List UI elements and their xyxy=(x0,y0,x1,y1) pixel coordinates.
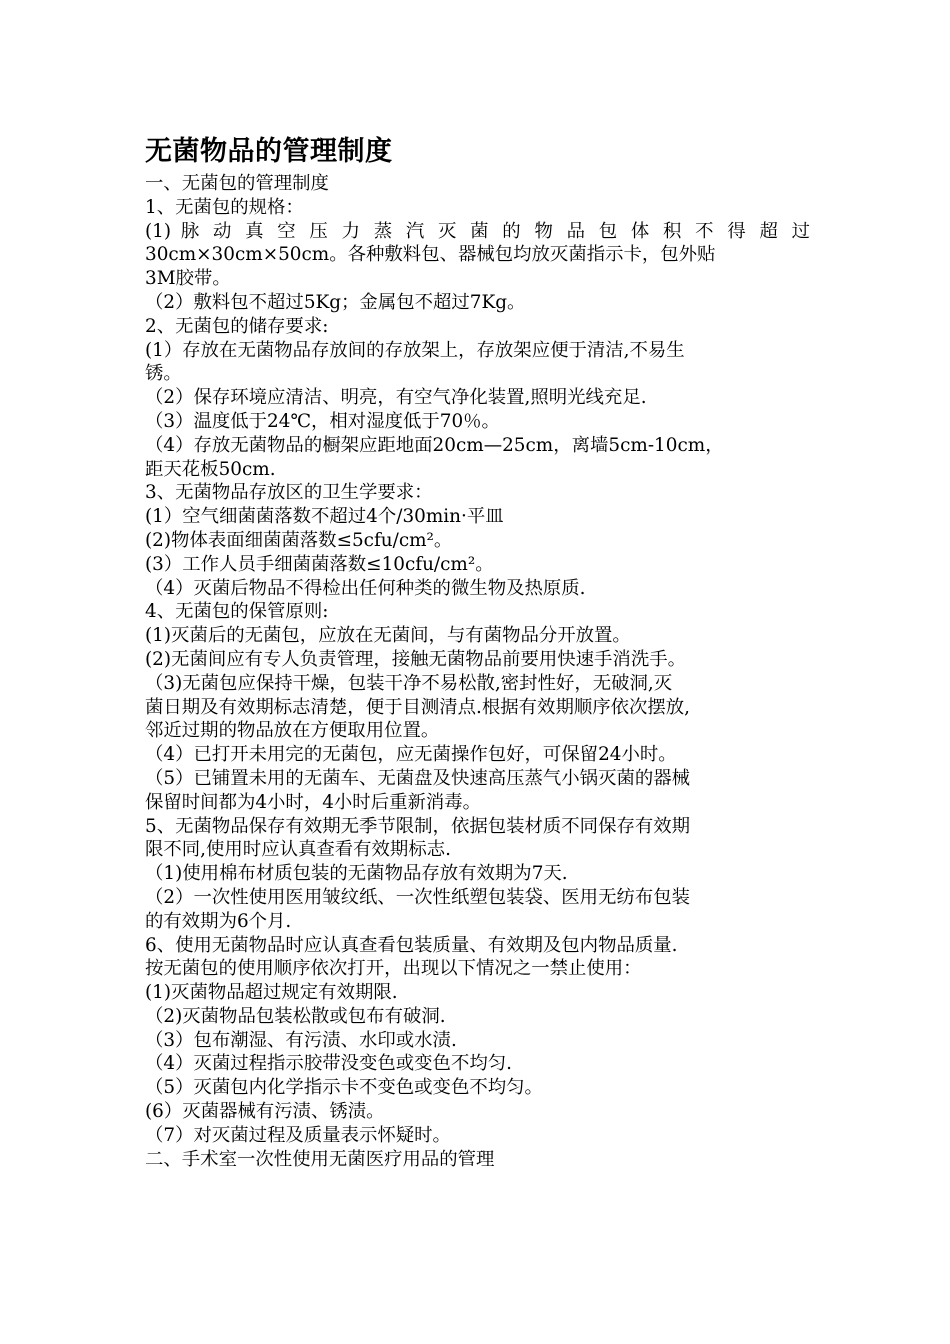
paragraph-line: （3）包布潮湿、有污渍、水印或水渍. xyxy=(145,1029,457,1051)
subsection-heading: 6、使用无菌物品时应认真查看包装质量、有效期及包内物品质量. xyxy=(145,934,678,956)
paragraph-line: （4）存放无菌物品的橱架应距地面20cm—25cm，离墙5cm-10cm， xyxy=(145,434,724,456)
paragraph-line: （3）温度低于24℃，相对湿度低于70％。 xyxy=(145,410,500,432)
document-body xyxy=(145,172,810,1171)
subsection-heading: 5、无菌物品保存有效期无季节限制，依据包装材质不同保存有效期 xyxy=(145,815,691,837)
paragraph-line: 的有效期为6个月. xyxy=(145,910,292,932)
paragraph-line: （4）灭菌后物品不得检出任何种类的微生物及热原质. xyxy=(145,577,586,599)
paragraph-line: 距天花板50cm. xyxy=(145,458,276,480)
paragraph-line: （2）一次性使用医用皱纹纸、一次性纸塑包装袋、医用无纺布包装 xyxy=(145,886,691,908)
subsection-heading: 3、无菌物品存放区的卫生学要求： xyxy=(145,482,433,504)
paragraph-line: (1）存放在无菌物品存放间的存放架上，存放架应便于清洁,不易生 xyxy=(145,339,685,361)
paragraph-line: 锈。 xyxy=(145,363,182,385)
subsection-heading: 2、无菌包的储存要求: xyxy=(145,315,329,337)
paragraph-line: （2）敷料包不超过5Kg；金属包不超过7Kg。 xyxy=(145,291,526,313)
paragraph-line: （7）对灭菌过程及质量表示怀疑时。 xyxy=(145,1124,451,1146)
paragraph-line: 限不同,使用时应认真查看有效期标志. xyxy=(145,839,451,861)
paragraph-line: 按无菌包的使用顺序依次打开，出现以下情况之一禁止使用： xyxy=(145,958,642,980)
paragraph-line: （2)灭菌物品包装松散或包布有破洞. xyxy=(145,1005,446,1027)
paragraph-line: 邻近过期的物品放在方便取用位置。 xyxy=(145,720,440,742)
paragraph-line: （3)无菌包应保持干燥，包装干净不易松散,密封性好，无破洞,灭 xyxy=(145,672,673,694)
paragraph-line: (2)物体表面细菌菌落数≤5cfu/cm²。 xyxy=(145,529,453,551)
paragraph-line: (1)灭菌物品超过规定有效期限. xyxy=(145,982,398,1004)
section-heading: 二、手术室一次性使用无菌医疗用品的管理 xyxy=(145,1148,495,1170)
paragraph-line: （2）保存环境应清洁、明亮，有空气净化装置,照明光线充足. xyxy=(145,387,647,409)
paragraph-line: (1）空气细菌菌落数不超过4个/30min·平皿 xyxy=(145,506,504,528)
section-heading: 一、无菌包的管理制度 xyxy=(145,173,329,194)
paragraph-line: 30cm×30cm×50cm。各种敷料包、器械包均放灭菌指示卡，包外贴 xyxy=(145,244,716,266)
paragraph-line: （1)使用棉布材质包装的无菌物品存放有效期为7天. xyxy=(145,863,568,885)
paragraph-line: 3M胶带。 xyxy=(145,268,231,290)
paragraph-line: （5）已铺置未用的无菌车、无菌盘及快速高压蒸气小锅灭菌的器械 xyxy=(145,767,691,789)
paragraph-line: （5）灭菌包内化学指示卡不变色或变色不均匀。 xyxy=(145,1077,543,1099)
paragraph-line: (2)无菌间应有专人负责管理，接触无菌物品前要用快速手消洗手。 xyxy=(145,648,686,670)
document-title: 无菌物品的管理制度 xyxy=(145,136,393,167)
paragraph-line: （4）灭菌过程指示胶带没变色或变色不均匀. xyxy=(145,1053,512,1075)
subsection-heading: 1、无菌包的规格： xyxy=(145,196,304,218)
paragraph-line: (3）工作人员手细菌菌落数≤10cfu/cm²。 xyxy=(145,553,494,575)
paragraph-line: (1) 脉 动 真 空 压 力 蒸 汽 灭 菌 的 物 品 包 体 积 不 得 超 过 xyxy=(145,220,810,242)
paragraph-line: (6）灭菌器械有污渍、锈渍。 xyxy=(145,1101,385,1123)
paragraph-line: 保留时间都为4小时，4小时后重新消毒。 xyxy=(145,791,482,813)
subsection-heading: 4、无菌包的保管原则: xyxy=(145,601,329,623)
paragraph-line: (1)灭菌后的无菌包，应放在无菌间，与有菌物品分开放置。 xyxy=(145,625,631,647)
paragraph-line: （4）已打开未用完的无菌包，应无菌操作包好，可保留24小时。 xyxy=(145,744,677,766)
paragraph-line: 菌日期及有效期标志清楚，便于目测清点.根据有效期顺序依次摆放, xyxy=(145,696,691,718)
document-page xyxy=(145,132,810,1171)
